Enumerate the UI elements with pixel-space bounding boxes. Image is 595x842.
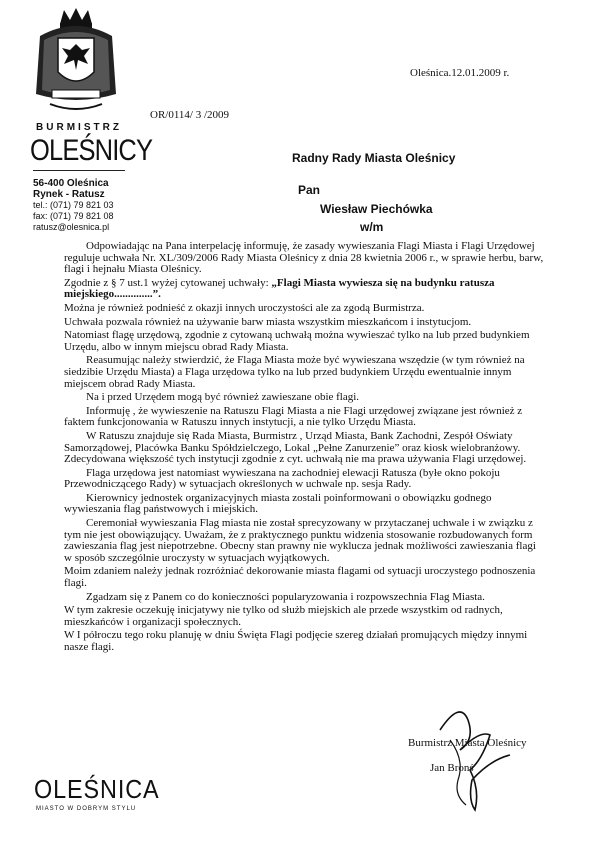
- address-line-2: Rynek - Ratusz: [33, 189, 105, 200]
- paragraph: [64, 278, 544, 301]
- letter-body: [64, 241, 544, 656]
- paragraph: W tym zakresie oczekuję inicjatywy nie tylko od służb miejskich ale przede wszystkim od radnych, mieszkańców i organizacji społecznych.: [64, 604, 503, 628]
- fax: fax: (071) 79 821 08: [33, 211, 114, 221]
- paragraph: W I półroczu tego roku planuję w dniu Święta Flagi podjęcie szereg działań promujących między innymi nasze flagi.: [64, 629, 528, 653]
- paragraph: Zgadzam się z Panem co do konieczności popularyzowania i rozpowszechnia Flag Miasta.: [86, 590, 485, 603]
- paragraph: Informuję , że wywieszenie na Ratuszu Flagi Miasta a nie Flagi urzędowej związane jest również z faktem funkcjonowania w Ratuszu innych instytucji, a nie tylko Urzędu Miasta.: [64, 404, 523, 429]
- recipient-line-3: Wiesław Piechówka: [320, 202, 433, 216]
- address-line-1: 56-400 Oleśnica: [33, 178, 109, 189]
- footer-tagline: MIASTO W DOBRYM STYLU: [36, 806, 137, 812]
- letterhead-divider: [33, 170, 125, 171]
- paragraph: Flaga urzędowa jest natomiast wywieszana na zachodniej elewacji Ratusza (byłe okno pokoju Przewodniczącego Rady) w sytuacjach określonych w uchwale np. sesja Rady.: [64, 466, 500, 491]
- recipient-line-1: Radny Rady Miasta Oleśnicy: [292, 151, 456, 165]
- paragraph: W Ratuszu znajduje się Rada Miasta, Burmistrz , Urząd Miasta, Bank Zachodni, Zespół Oświaty Samorządowej, Placówka Banku Spółdzielczego, Lokal „Pełne Zanurzenie” oraz kiosk wielobranżowy. Zdecydowana większość tych instytucji zgodnie z cyt. uchwałą nie ma prawa używania Flagi urzędowej.: [64, 429, 527, 466]
- paragraph-text: Zgodnie z § 7 ust.1 wyżej cytowanej uchwały:: [64, 276, 272, 289]
- paragraph: Moim zdaniem należy jednak rozróżniać dekorowanie miasta flagami od sytuacji uroczystego podnoszenia flagi.: [64, 565, 536, 590]
- paragraph: Uchwała pozwala również na używanie barw miasta wszystkim mieszkańcom i instytucjom.: [64, 315, 472, 328]
- reference-number: OR/0114/ 3 /2009: [150, 109, 230, 121]
- letterhead-address: [33, 178, 114, 233]
- paragraph: Odpowiadając na Pana interpelację informuję, że zasady wywieszania Flagi Miasta i Flagi Urzędowej reguluje uchwała Nr. XL/309/2006 Rady Miasta Oleśnicy z dnia 28 kwietnia 2006 r., w sprawie herbu, barw, flagi i hejnału Miasta Oleśnicy.: [64, 240, 544, 276]
- paragraph: Natomiast flagę urzędową, zgodnie z cytowaną uchwałą można wywieszać tylko na lub przed budynkiem Urzędu, albo w innym miejscu obrad Rady Miasta.: [64, 329, 530, 353]
- email: ratusz@olesnica.pl: [33, 222, 110, 232]
- recipient-line-4: w/m: [360, 220, 384, 234]
- quoted-rule: „Flagi Miasta wywiesza się na budynku ratusza miejskiego..............”.: [64, 276, 495, 301]
- handwritten-signature: [420, 700, 530, 820]
- paragraph: Ceremoniał wywieszania Flag miasta nie został sprecyzowany w przytaczanej uchwale i w związku z tym nie jest obowiązujący. Uważam, że z praktycznego punktu widzenia stosowanie rozbudowanych form zawieszania flag jest niepotrzebne. Obecny stan prawny nie wyklucza jednak możliwości zawieszania flagi w sposób szczególnie uroczysty w sytuacjach wyjątkowych.: [64, 517, 536, 564]
- paragraph: Na i przed Urzędem mogą być również zawieszane obie flagi.: [86, 391, 360, 404]
- paragraph: Można je również podnieść z okazji innych uroczystości ale za zgodą Burmistrza.: [64, 301, 425, 314]
- paragraph: Reasumując należy stwierdzić, że Flaga Miasta może być wywieszana wszędzie (w tym również na siedzibie Urzędu Miasta) a Flaga urzędowa tylko na lub przed budynkiem Urzędu ewentualnie innym miejscem obrad Rady Miasta.: [64, 354, 525, 390]
- paragraph: Kierownicy jednostek organizacyjnych miasta zostali poinformowani o obowiązku godnego wywieszania flag państwowych i miejskich.: [64, 491, 492, 516]
- letterhead-title-small: BURMISTRZ: [36, 122, 122, 133]
- letterhead-title-big: OLEŚNICY: [30, 134, 153, 167]
- phone: tel.: (071) 79 821 03: [33, 200, 114, 210]
- letter-date: Oleśnica.12.01.2009 r.: [410, 67, 510, 79]
- coat-of-arms-logo: [30, 6, 122, 116]
- footer-logo: OLEŚNICA: [34, 774, 160, 804]
- signature-name: Jan Bronś: [430, 762, 474, 774]
- signature-title: Burmistrz Miasta Oleśnicy: [408, 737, 527, 749]
- recipient-line-2: Pan: [298, 183, 321, 197]
